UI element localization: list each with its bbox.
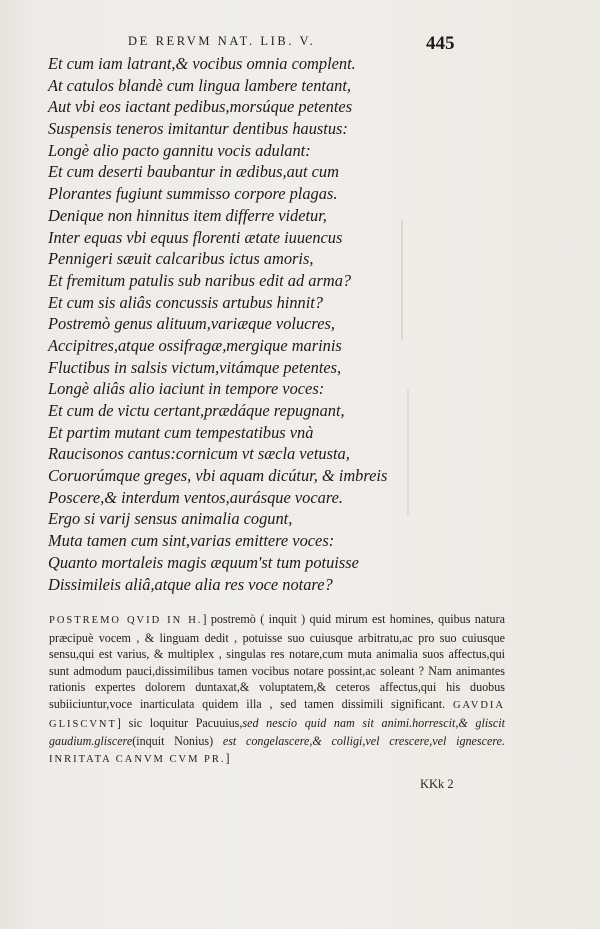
verse-line: Accipitres,atque ossifragæ,mergique marinis: [48, 335, 342, 355]
verse-line: Et cum sis aliâs concussis artubus hinnit?: [48, 292, 324, 312]
verse-line: Inter equas vbi equus florenti ætate iuuencus: [48, 227, 343, 247]
commentary-block: [49, 611, 505, 768]
running-title: DE RERVM NAT. LIB. V.: [128, 34, 316, 48]
verse-line: Et cum deserti baubantur in ædibus,aut cum: [48, 162, 339, 182]
verse-line: Ergo si varij sensus animalia cogunt,: [48, 509, 293, 529]
show-through-marks: [386, 220, 426, 520]
commentary-text: ] sic loquitur Pacuuius,: [116, 715, 243, 730]
verse-line: Denique non hinnitus item differre videtur,: [48, 205, 327, 225]
commentary-text: (inquit Nonius): [132, 734, 214, 749]
verse-line: Pennigeri sæuit calcaribus ictus amoris,: [48, 249, 314, 269]
signature-mark: KKk 2: [420, 777, 454, 791]
verse-line: Longè aliâs alio iaciunt in tempore voces:: [48, 379, 325, 399]
verse-line: Coruorúmque greges, vbi aquam dicútur, & imbreis: [48, 466, 388, 486]
verse-line: Quanto mortaleis magis æquum'st tum potuisse: [48, 552, 359, 572]
verse-line: Et cum iam latrant,& vocibus omnia complent.: [48, 54, 356, 73]
verse-line: Muta tamen cum sint,varias emittere voces:: [48, 531, 335, 551]
page-number: 445: [426, 33, 455, 54]
commentary-paragraph: [49, 611, 505, 768]
verse-line: Plorantes fugiunt summisso corpore plagas.: [48, 184, 338, 204]
quotation: sed nescio quid nam sit animi.horrescit,& gliscit gaudium.gliscere: [49, 715, 505, 749]
verse-line: At catulos blandè cum lingua lambere tentant,: [48, 75, 352, 95]
verse-line: Raucisonos cantus:cornicum vt sæcla vetusta,: [48, 444, 350, 464]
verse-block: [48, 53, 418, 595]
lemma: GAVDIA GLISCVNT: [49, 699, 505, 730]
verse-line: Dissimileis aliâ,atque alia res voce notare?: [48, 574, 333, 594]
lemma: POSTREMO QVID IN H.: [49, 615, 203, 626]
lemma: INRITATA CANVM CVM PR.: [49, 753, 226, 765]
verse-line: Longè alio pacto gannitu vocis adulant:: [48, 140, 311, 160]
verse-line: Aut vbi eos iactant pedibus,morsúque petentes: [48, 97, 353, 117]
verse-line: Poscere,& interdum ventos,aurásque vocare.: [48, 487, 343, 507]
verse-line: Fluctibus in salsis victum,vitámque petentes,: [48, 357, 342, 377]
commentary-text: ]: [225, 750, 230, 765]
verse-line: Et cum de victu certant,prædáque repugnant,: [48, 401, 345, 420]
verse-line: Suspensis teneros imitantur dentibus haustus:: [48, 119, 348, 139]
verse-line: Et fremitum patulis sub naribus edit ad arma?: [48, 270, 352, 290]
quotation: est congelascere,& colligi,vel crescere,vel ignescere.: [222, 734, 506, 749]
commentary-text: ] postremò ( inquit ) quid mirum est homines, quibus natura præcipuè vocem , & linguam dedit , potuisse suo cuiusque arbitratu,ac pro suo cuiusque sensu,qui est varius, & multiplex , singulas res notare,cum muta animalia suos affectus,qui sunt admodum pauci,dissimilibus tamen vocibus notare possint,ac soleant ? Nam animantes rationis expertes dolorem duntaxat,& voluptatem,& ceteros affectus,qui his duobus subiiciuntur,voce inarticulata quidem illa , sed tamen dissimili significant.: [49, 612, 505, 711]
verse-line: Et partim mutant cum tempestatibus vnà: [48, 422, 314, 442]
verse-line: Postremò genus alituum,variæque volucres,: [48, 314, 335, 334]
